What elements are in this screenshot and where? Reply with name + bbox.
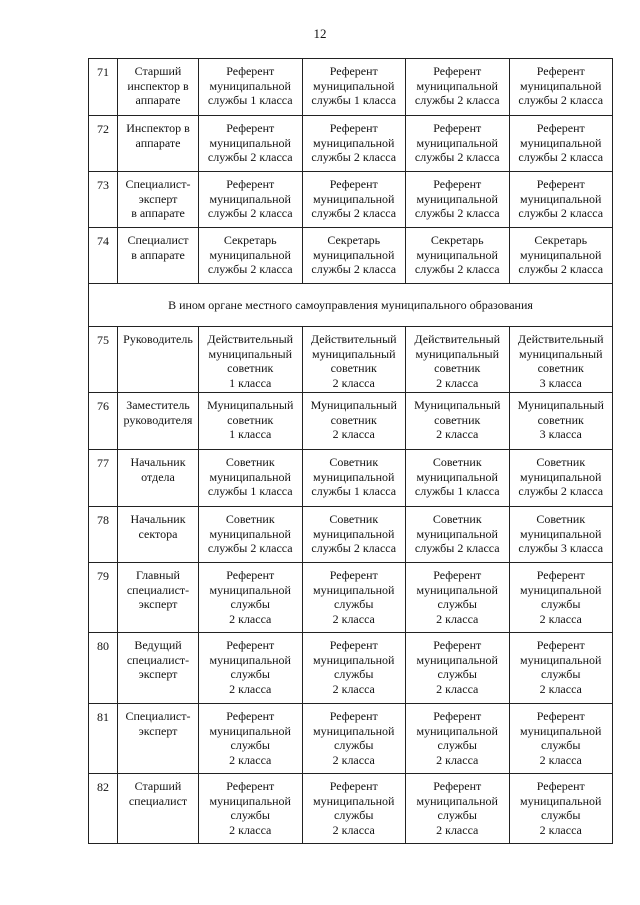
- rank-cell: Действительный муниципальный советник 1 класса: [199, 327, 303, 393]
- table-row: [89, 633, 613, 704]
- table-row: [89, 450, 613, 507]
- rank-cell: Секретарь муниципальной службы 2 класса: [199, 228, 303, 284]
- position-cell: Старший инспектор в аппарате: [118, 59, 199, 116]
- position-cell: Начальник отдела: [118, 450, 199, 507]
- rank-cell: Референт муниципальной службы 2 класса: [406, 116, 510, 172]
- rank-cell: Референт муниципальной службы 2 класса: [406, 563, 510, 633]
- page-number: 12: [313, 26, 327, 41]
- rank-cell: Референт муниципальной службы 2 класса: [302, 172, 406, 228]
- rank-cell: Референт муниципальной службы 2 класса: [406, 59, 510, 116]
- table-row: [89, 704, 613, 774]
- rank-cell: Референт муниципальной службы 2 класса: [509, 704, 613, 774]
- rank-cell: Референт муниципальной службы 1 класса: [302, 59, 406, 116]
- rank-cell: Референт муниципальной службы 1 класса: [199, 59, 303, 116]
- rank-cell: Референт муниципальной службы 2 класса: [406, 172, 510, 228]
- rank-cell: Советник муниципальной службы 2 класса: [406, 507, 510, 563]
- row-number: 77: [89, 450, 118, 507]
- rank-cell: Действительный муниципальный советник 2 класса: [406, 327, 510, 393]
- table-row: [89, 393, 613, 450]
- rank-cell: Советник муниципальной службы 1 класса: [406, 450, 510, 507]
- rank-cell: Референт муниципальной службы 2 класса: [509, 116, 613, 172]
- table-row: [89, 59, 613, 116]
- rank-cell: Референт муниципальной службы 2 класса: [199, 563, 303, 633]
- table-row: [89, 116, 613, 172]
- position-cell: Специалист- эксперт: [118, 704, 199, 774]
- row-number: 72: [89, 116, 118, 172]
- rank-cell: Референт муниципальной службы 2 класса: [509, 59, 613, 116]
- rank-cell: Советник муниципальной службы 3 класса: [509, 507, 613, 563]
- rank-cell: Референт муниципальной службы 2 класса: [406, 774, 510, 844]
- rank-cell: Советник муниципальной службы 1 класса: [199, 450, 303, 507]
- rank-cell: Секретарь муниципальной службы 2 класса: [509, 228, 613, 284]
- position-cell: Специалист- эксперт в аппарате: [118, 172, 199, 228]
- rank-cell: Советник муниципальной службы 2 класса: [509, 450, 613, 507]
- rank-cell: Муниципальный советник 1 класса: [199, 393, 303, 450]
- rank-cell: Советник муниципальной службы 1 класса: [302, 450, 406, 507]
- section-heading: В ином органе местного самоуправления муниципального образования: [89, 284, 613, 327]
- classification-table: [88, 58, 613, 844]
- row-number: 75: [89, 327, 118, 393]
- table-row: [89, 563, 613, 633]
- rank-cell: Референт муниципальной службы 2 класса: [406, 704, 510, 774]
- rank-cell: Муниципальный советник 2 класса: [302, 393, 406, 450]
- rank-cell: Референт муниципальной службы 2 класса: [199, 633, 303, 704]
- position-cell: Старший специалист: [118, 774, 199, 844]
- rank-cell: Референт муниципальной службы 2 класса: [509, 633, 613, 704]
- table-row: [89, 228, 613, 284]
- row-number: 80: [89, 633, 118, 704]
- row-number: 81: [89, 704, 118, 774]
- table-row: [89, 327, 613, 393]
- rank-cell: Референт муниципальной службы 2 класса: [302, 704, 406, 774]
- rank-cell: Референт муниципальной службы 2 класса: [302, 116, 406, 172]
- rank-cell: Референт муниципальной службы 2 класса: [509, 774, 613, 844]
- rank-cell: Действительный муниципальный советник 2 класса: [302, 327, 406, 393]
- rank-cell: Секретарь муниципальной службы 2 класса: [302, 228, 406, 284]
- rank-cell: Референт муниципальной службы 2 класса: [302, 633, 406, 704]
- rank-cell: Референт муниципальной службы 2 класса: [199, 116, 303, 172]
- rank-cell: Референт муниципальной службы 2 класса: [199, 704, 303, 774]
- rank-cell: Референт муниципальной службы 2 класса: [302, 563, 406, 633]
- position-cell: Специалист в аппарате: [118, 228, 199, 284]
- position-cell: Заместитель руководителя: [118, 393, 199, 450]
- row-number: 79: [89, 563, 118, 633]
- rank-cell: Действительный муниципальный советник 3 класса: [509, 327, 613, 393]
- rank-cell: Референт муниципальной службы 2 класса: [302, 774, 406, 844]
- rank-cell: Референт муниципальной службы 2 класса: [199, 774, 303, 844]
- row-number: 73: [89, 172, 118, 228]
- rank-cell: Референт муниципальной службы 2 класса: [406, 633, 510, 704]
- rank-cell: Референт муниципальной службы 2 класса: [199, 172, 303, 228]
- rank-cell: Советник муниципальной службы 2 класса: [199, 507, 303, 563]
- section-heading-row: [89, 284, 613, 327]
- position-cell: Главный специалист- эксперт: [118, 563, 199, 633]
- position-cell: Руководитель: [118, 327, 199, 393]
- row-number: 74: [89, 228, 118, 284]
- table-row: [89, 774, 613, 844]
- position-cell: Начальник сектора: [118, 507, 199, 563]
- position-cell: Ведущий специалист- эксперт: [118, 633, 199, 704]
- rank-cell: Муниципальный советник 3 класса: [509, 393, 613, 450]
- rank-cell: Муниципальный советник 2 класса: [406, 393, 510, 450]
- rank-cell: Референт муниципальной службы 2 класса: [509, 563, 613, 633]
- row-number: 78: [89, 507, 118, 563]
- table-row: [89, 507, 613, 563]
- row-number: 82: [89, 774, 118, 844]
- position-cell: Инспектор в аппарате: [118, 116, 199, 172]
- rank-cell: Референт муниципальной службы 2 класса: [509, 172, 613, 228]
- row-number: 71: [89, 59, 118, 116]
- row-number: 76: [89, 393, 118, 450]
- table-row: [89, 172, 613, 228]
- rank-cell: Советник муниципальной службы 2 класса: [302, 507, 406, 563]
- rank-cell: Секретарь муниципальной службы 2 класса: [406, 228, 510, 284]
